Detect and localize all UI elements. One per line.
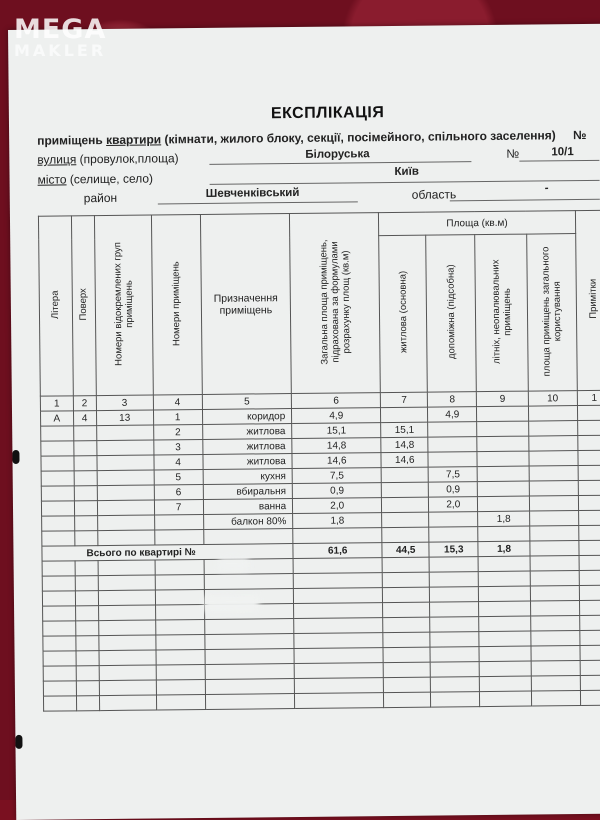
city-value: Київ (394, 165, 419, 178)
header-letter: Літера (38, 216, 72, 396)
table-cell (42, 516, 75, 531)
table-cell (428, 437, 477, 453)
table-cell (578, 495, 600, 510)
region-rule (450, 199, 600, 202)
table-cell: 4 (73, 411, 96, 426)
total-general: 61,6 (293, 543, 382, 559)
table-cell (73, 441, 96, 456)
table-cell: 3 (153, 439, 202, 455)
region-value: - (544, 182, 549, 195)
total-living: 44,5 (382, 542, 429, 557)
table-cell: 5 (154, 469, 203, 485)
table-cell (529, 466, 578, 482)
table-cell: 14,8 (381, 437, 428, 452)
header-room-numbers: Номери приміщень (151, 214, 202, 395)
table-cell: 1 (153, 409, 202, 425)
table-cell: житлова (202, 439, 292, 455)
table-cell (577, 420, 600, 435)
city-rule (210, 180, 600, 185)
table-cell: 0,9 (428, 482, 477, 498)
table-cell (529, 496, 578, 512)
header-notes: Примітки (575, 210, 600, 390)
explication-table (38, 210, 600, 712)
street-no-value: 10/1 (551, 146, 574, 159)
header-area-group: Площа (кв.м) (379, 211, 576, 236)
table-cell (477, 421, 529, 437)
table-cell (478, 496, 530, 512)
table-cell: 2,0 (429, 497, 478, 513)
total-aux: 15,3 (429, 542, 478, 558)
table-cell: 14,6 (381, 452, 428, 467)
table-cell (382, 512, 429, 527)
table-cell: коридор (202, 409, 292, 425)
table-cell (578, 450, 600, 465)
table-cell (381, 407, 428, 422)
table-cell: ванна (203, 499, 293, 515)
table-cell: 14,8 (292, 438, 381, 454)
table-cell (41, 486, 74, 501)
table-cell: 15,1 (381, 422, 428, 437)
table-cell (74, 516, 97, 531)
table-cell: вбиральня (203, 484, 293, 500)
table-cell (577, 405, 600, 420)
table-cell (41, 441, 74, 456)
street-no-rule (519, 160, 599, 162)
region-label: область (411, 187, 457, 202)
table-cell (154, 514, 203, 530)
logo-line-1: MEGA (14, 14, 107, 45)
table-cell (478, 481, 530, 497)
table-cell: 0,9 (292, 483, 381, 499)
table-cell (477, 406, 529, 422)
district-rule (158, 201, 358, 204)
redaction-blur (219, 558, 249, 572)
table-cell (97, 470, 154, 486)
table-cell (429, 512, 478, 528)
header-common: площа приміщень загального користування (526, 234, 577, 392)
table-cell: 7,5 (292, 468, 381, 484)
header-total-area: Загальна площа приміщень, підрахована за формулами розрахунку площ (кв.м) (290, 213, 381, 394)
table-cell (97, 485, 154, 501)
punch-hole (15, 735, 22, 749)
table-cell (428, 422, 477, 438)
empty-rows (42, 555, 600, 711)
document-sheet (8, 24, 600, 820)
table-cell: 2 (153, 424, 202, 440)
table-cell (382, 497, 429, 512)
table-cell (529, 481, 578, 497)
table-cell: 1,8 (478, 511, 530, 527)
table-cell (578, 480, 600, 495)
table-cell: 1,8 (293, 513, 382, 529)
table-cell (41, 471, 74, 486)
table-cell: 13 (96, 410, 153, 426)
table-cell (381, 467, 428, 482)
street-value: Білоруська (305, 148, 370, 161)
table-cell: 2,0 (293, 498, 382, 514)
table-cell (41, 456, 74, 471)
table-cell (528, 421, 577, 437)
megamakler-logo (14, 16, 106, 59)
table-cell (529, 511, 578, 527)
punch-hole (12, 450, 19, 464)
table-cell (578, 510, 600, 525)
table-cell (96, 425, 153, 441)
table-cell (578, 465, 600, 480)
table-cell (528, 406, 577, 422)
table-cell: 7 (154, 499, 203, 515)
table-cell: 7,5 (428, 467, 477, 483)
table-cell: 14,6 (292, 453, 381, 469)
total-summer: 1,8 (478, 541, 530, 557)
redaction-blur (204, 595, 259, 612)
table-cell: 4,9 (292, 408, 381, 424)
table-cell: балкон 80% (203, 514, 293, 530)
table-cell (477, 466, 529, 482)
district-value: Шевченківський (205, 186, 300, 200)
district-label: район (83, 190, 118, 206)
table-cell (97, 500, 154, 516)
table-cell (477, 451, 529, 467)
table-cell (74, 471, 97, 486)
table-cell (41, 501, 74, 516)
table-cell (41, 426, 74, 441)
table-cell: А (40, 411, 73, 426)
header-summer: літніх, неопалювальних приміщень (475, 234, 528, 392)
table-cell (74, 486, 97, 501)
header-group-numbers: Номери відокремлених груп приміщень (94, 215, 153, 396)
header-floor: Поверх (71, 216, 96, 396)
header-auxiliary: допоміжна (підсобна) (426, 235, 477, 393)
table-cell: житлова (203, 454, 293, 470)
total-label: Всього по квартирі № (42, 544, 293, 562)
table-cell: кухня (203, 469, 293, 485)
table-cell (97, 455, 154, 471)
table-cell (74, 501, 97, 516)
logo-line-2: MAKLER (14, 41, 107, 60)
table-cell: 15,1 (292, 423, 381, 439)
table-cell (529, 436, 578, 452)
table-cell: 4 (153, 454, 202, 470)
header-living: житлова (основна) (379, 235, 428, 392)
document-title: ЕКСПЛІКАЦІЯ (270, 104, 385, 123)
table-cell (578, 435, 600, 450)
table-cell (529, 451, 578, 467)
column-number-row: 1 2 3 4 5 6 7 8 9 10 1 (40, 390, 600, 411)
data-rows (40, 405, 600, 531)
table-cell (96, 440, 153, 456)
header-purpose: Призначення приміщень (200, 214, 291, 395)
table-cell (381, 482, 428, 497)
table-cell (74, 456, 97, 471)
subtitle-line: приміщень квартири (кімнати, жилого блоку, секції, посімейного, спільного заселення) № (37, 127, 587, 148)
street-rule (209, 161, 471, 165)
table-cell: 4,9 (428, 407, 477, 423)
street-label: вулиця (провулок,площа) (37, 151, 179, 167)
table-cell (97, 515, 154, 531)
table-cell (428, 452, 477, 468)
table-cell: 6 (154, 484, 203, 500)
table-cell: житлова (202, 424, 292, 440)
city-label: місто (селище, село) (37, 171, 154, 187)
table-cell (73, 426, 96, 441)
table-cell (477, 436, 529, 452)
street-no-label: № (506, 146, 520, 161)
